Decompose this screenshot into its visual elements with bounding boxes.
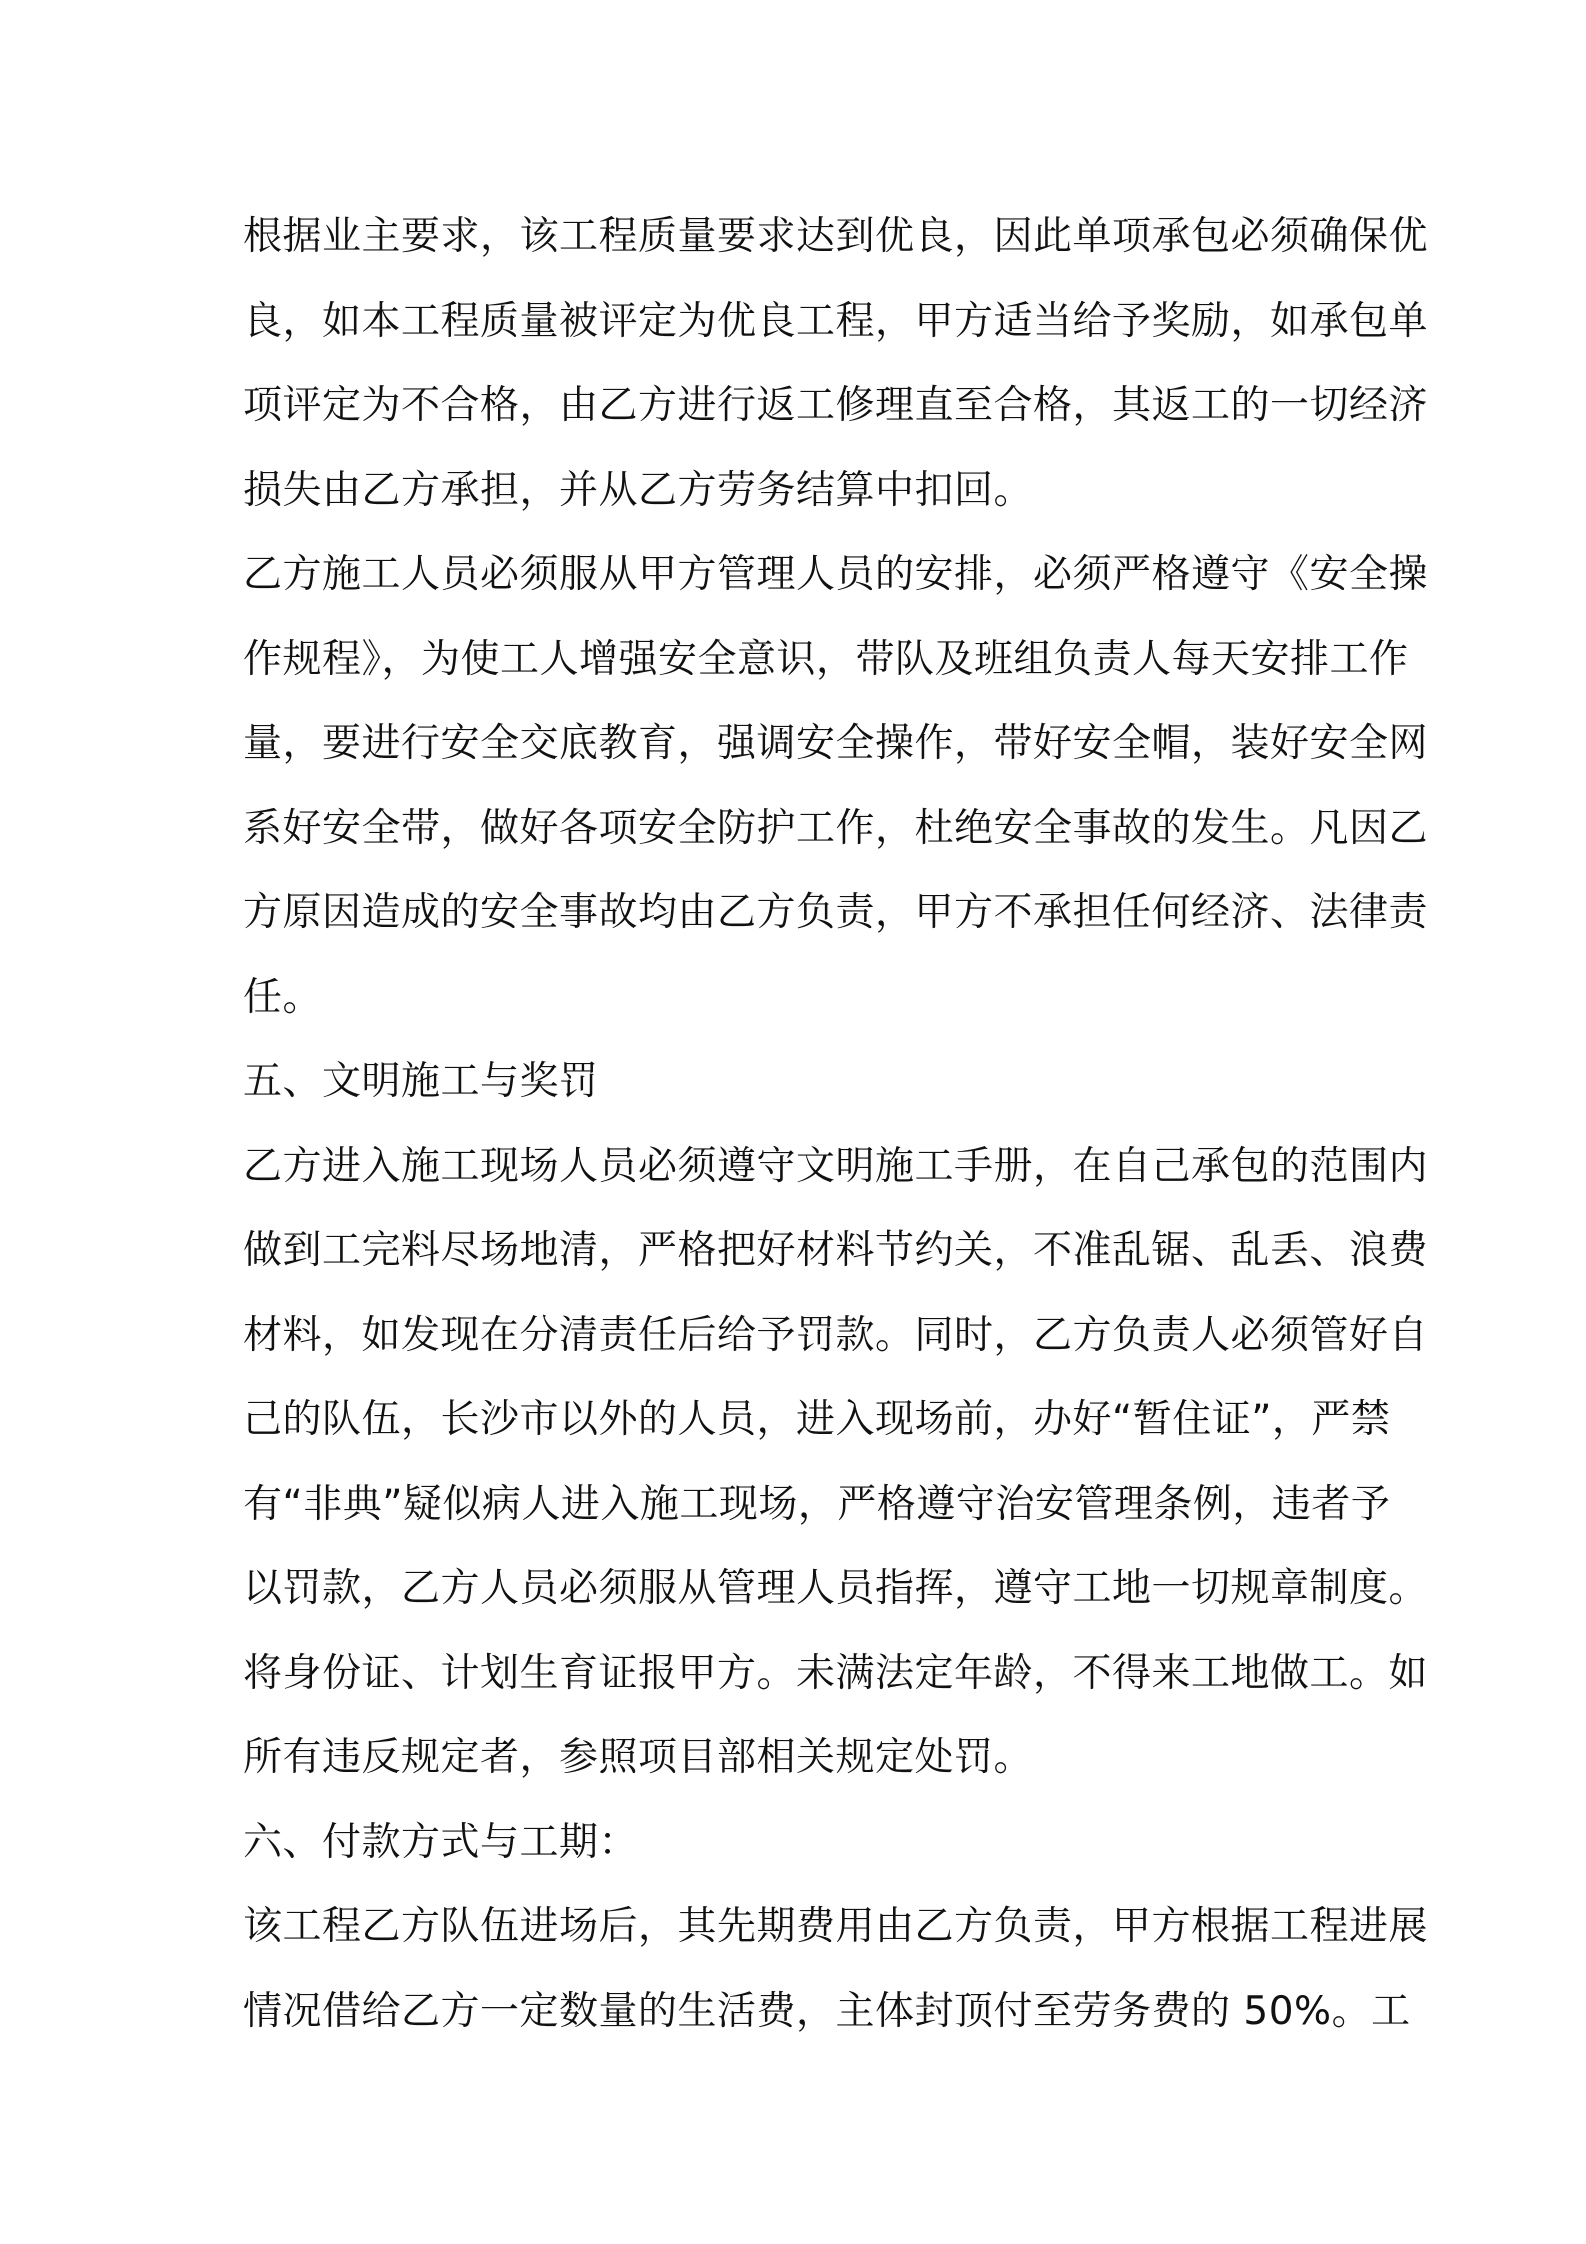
text-line: 乙方进入施工现场人员必须遵守文明施工手册，在自己承包的范围内: [243, 1143, 1429, 1189]
text-line: 量，要进行安全交底教育，强调安全操作，带好安全帽，装好安全网: [243, 721, 1429, 766]
section-heading: 五、文明施工与奖罚: [243, 1059, 599, 1104]
text-line: 有“非典”疑似病人进入施工现场，严格遵守治安管理条例，违者予: [243, 1481, 1391, 1527]
document-body: [243, 195, 1429, 2054]
section-heading: 六、付款方式与工期：: [243, 1819, 639, 1865]
text-line: 己的队伍，长沙市以外的人员，进入现场前，办好“暂住证”，严禁: [243, 1397, 1391, 1442]
text-line: 损失由乙方承担，并从乙方劳务结算中扣回。: [243, 467, 1034, 513]
text-line: 方原因造成的安全事故均由乙方负责，甲方不承担任何经济、法律责: [243, 890, 1429, 935]
text-line: 良，如本工程质量被评定为优良工程，甲方适当给予奖励，如承包单: [243, 298, 1429, 344]
text-line: 项评定为不合格，由乙方进行返工修理直至合格，其返工的一切经济: [243, 383, 1429, 428]
text-line: 根据业主要求，该工程质量要求达到优良，因此单项承包必须确保优: [243, 214, 1429, 259]
text-line: 乙方施工人员必须服从甲方管理人员的安排，必须严格遵守《安全操: [243, 552, 1429, 597]
text-line: 情况借给乙方一定数量的生活费，主体封顶付至劳务费的 50%。工: [243, 1988, 1411, 2034]
text-line: 做到工完料尽场地清，严格把好材料节约关，不准乱锯、乱丢、浪费: [243, 1228, 1429, 1273]
text-line: 该工程乙方队伍进场后，其先期费用由乙方负责，甲方根据工程进展: [243, 1904, 1429, 1949]
text-line: 以罚款，乙方人员必须服从管理人员指挥，遵守工地一切规章制度。: [243, 1566, 1429, 1611]
text-line: 作规程》，为使工人增强安全意识，带队及班组负责人每天安排工作: [243, 636, 1409, 682]
text-line: 材料，如发现在分清责任后给予罚款。同时，乙方负责人必须管好自: [243, 1312, 1429, 1358]
text-line: 将身份证、计划生育证报甲方。未满法定年龄，不得来工地做工。如: [243, 1650, 1429, 1696]
text-line: 任。: [243, 974, 323, 1020]
text-line: 系好安全带，做好各项安全防护工作，杜绝安全事故的发生。凡因乙: [243, 805, 1429, 851]
text-line: 所有违反规定者，参照项目部相关规定处罚。: [243, 1735, 1034, 1780]
